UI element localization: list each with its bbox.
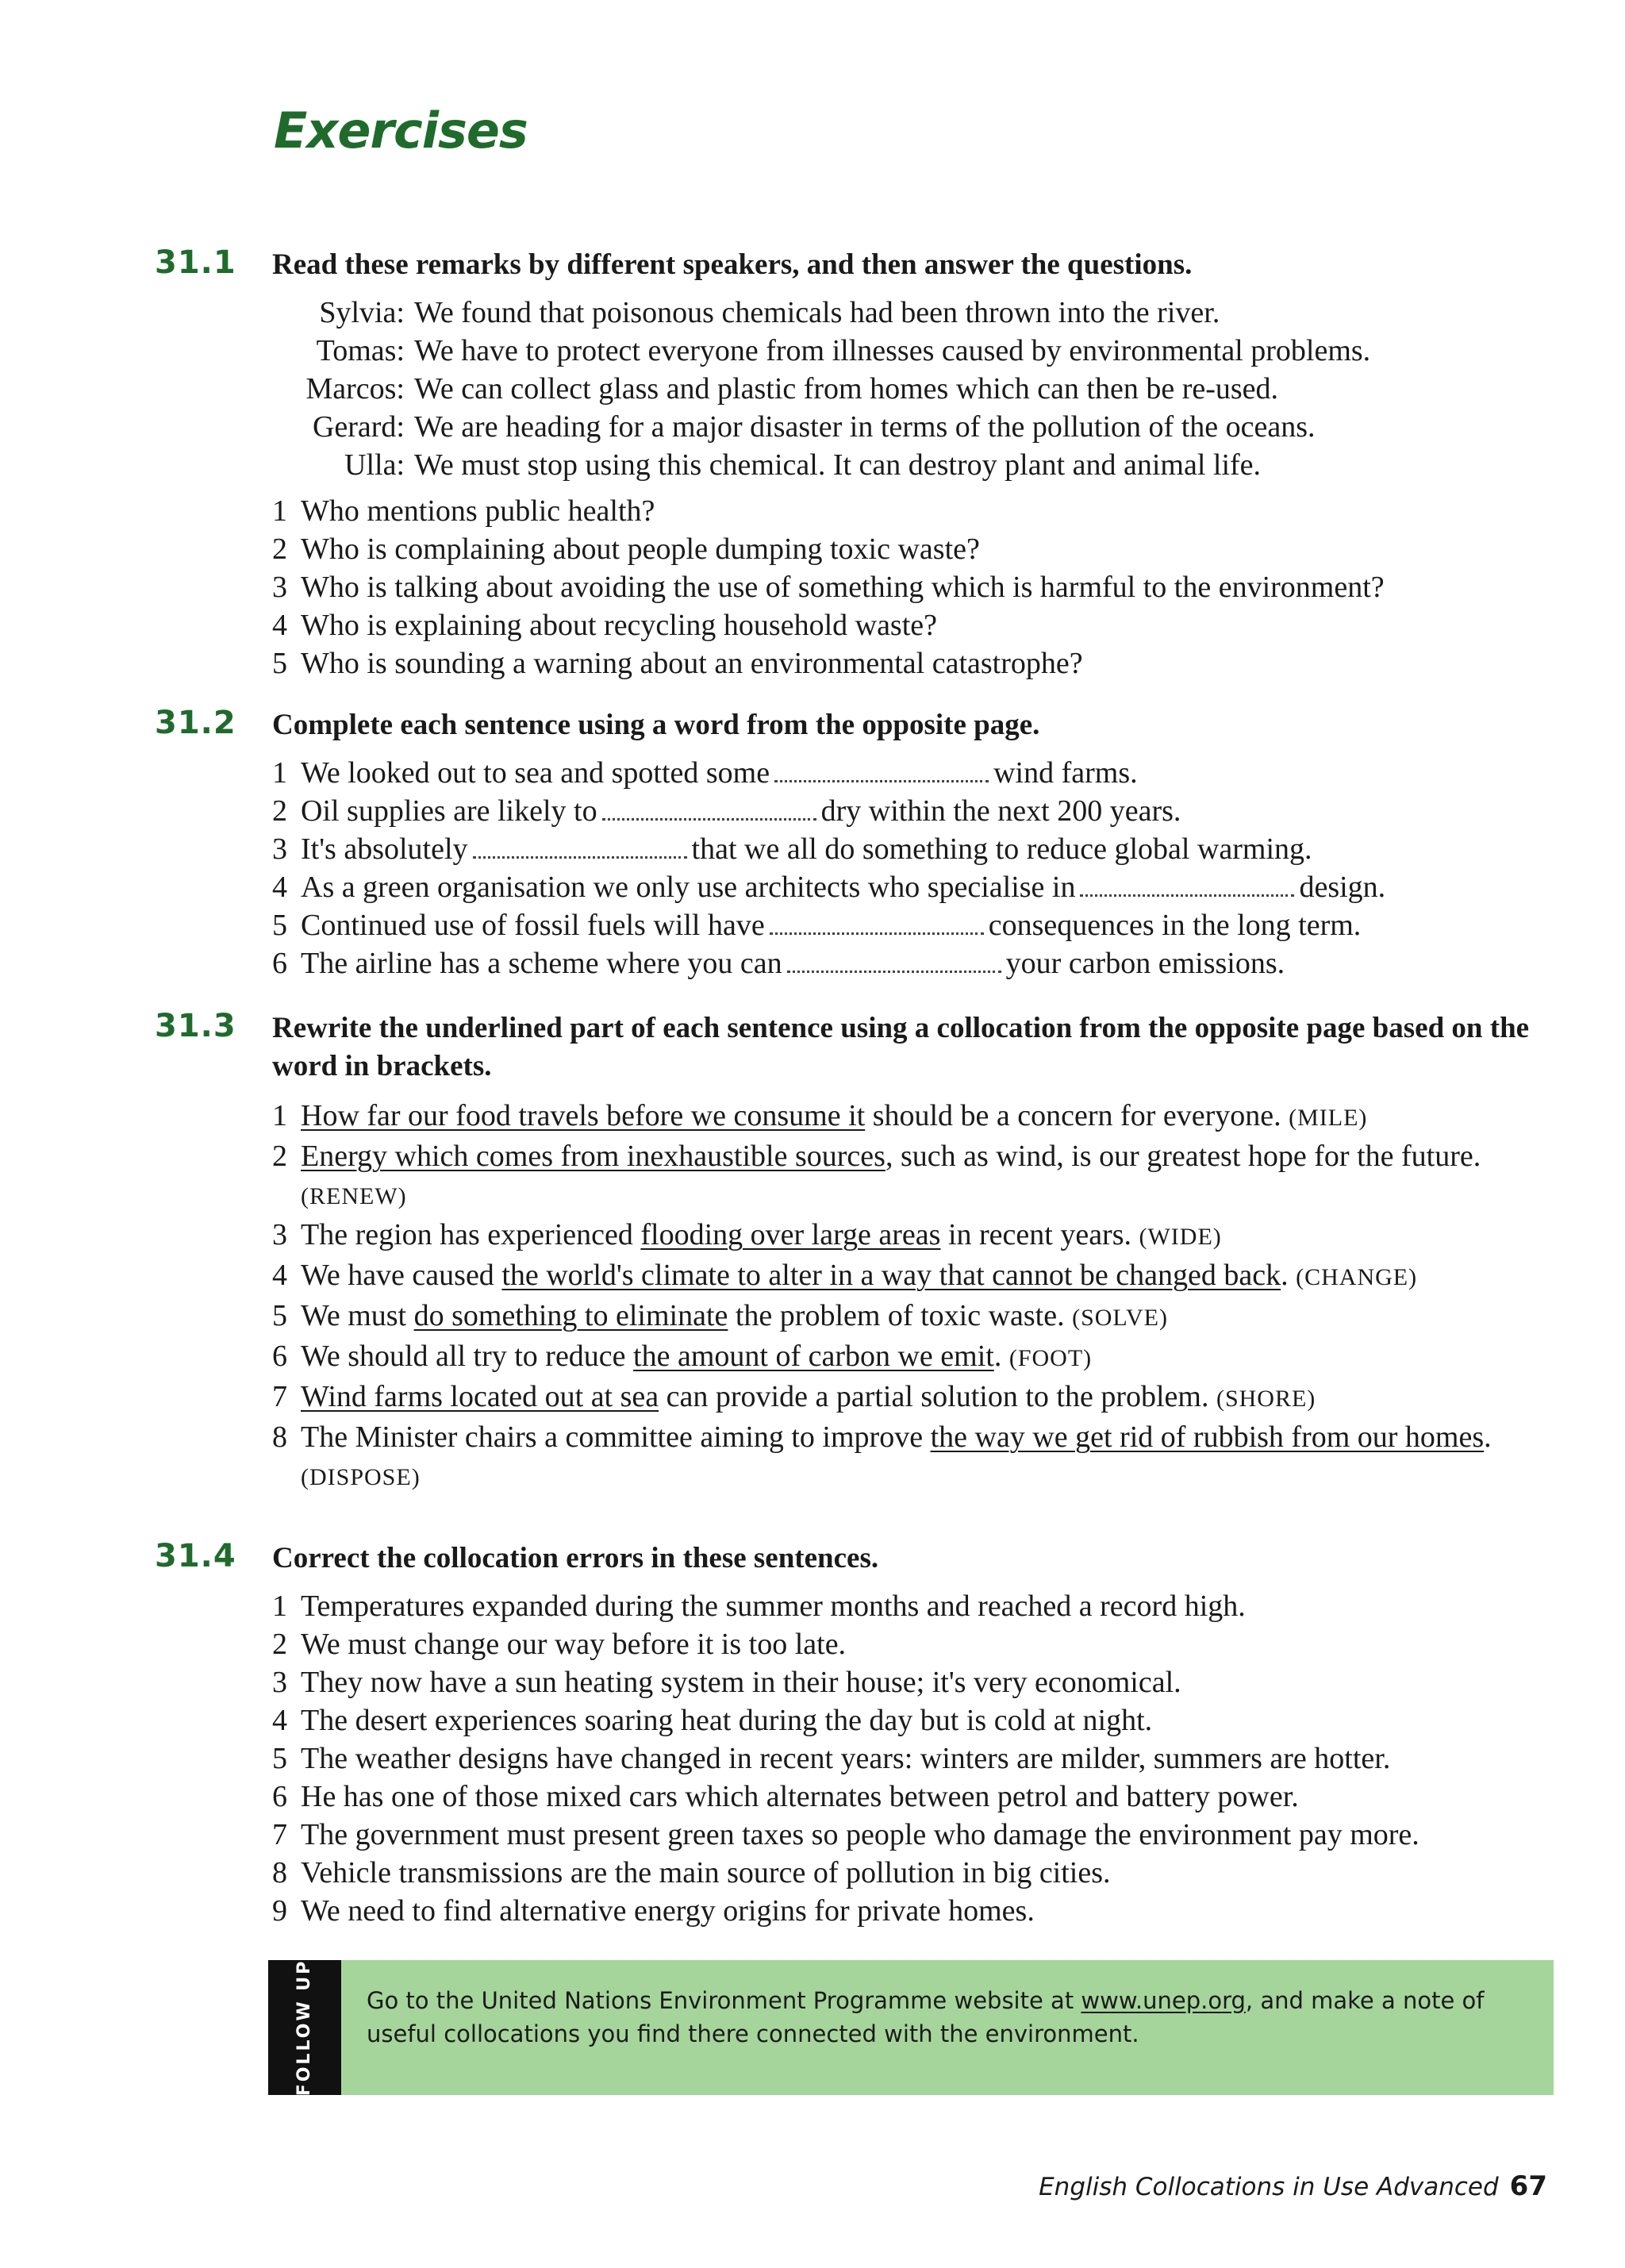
item-number: 3 — [272, 571, 287, 604]
item-number: 5 — [272, 647, 287, 680]
correction-item — [272, 1854, 1558, 1892]
item-number: 3 — [272, 832, 287, 866]
gap-fill-item — [272, 792, 1558, 830]
sentence-text: We need to find alternative energy origins for private homes. — [301, 1894, 1035, 1928]
speaker-row — [266, 408, 1370, 446]
rewrite-item — [272, 1097, 1558, 1137]
follow-up-text-start: Go to the United Nations Environment Programme website at — [367, 1987, 1081, 2014]
correction-item — [272, 1739, 1558, 1778]
item-number: 1 — [272, 1099, 287, 1132]
speaker-remark: We have to protect everyone from illnesses caused by environmental problems. — [414, 334, 1371, 367]
item-number: 5 — [272, 909, 287, 942]
item-number: 9 — [272, 1894, 287, 1928]
speaker-row — [266, 294, 1370, 332]
underlined-phrase: do something to eliminate — [413, 1299, 728, 1332]
gap-fill-item — [272, 754, 1558, 792]
follow-up-text-end: , and make a note of useful collocations you find there connected with the environment. — [367, 1987, 1485, 2047]
question-text: Who is sounding a warning about an environmental catastrophe? — [301, 647, 1083, 680]
book-title: English Collocations in Use Advanced — [1039, 2173, 1499, 2201]
rewrite-item — [272, 1137, 1558, 1216]
sentence-end: in recent years. — [940, 1218, 1139, 1251]
sentence-text: The desert experiences soaring heat during the day but is cold at night. — [301, 1704, 1153, 1737]
sentence-end: consequences in the long term. — [988, 909, 1362, 942]
sentence-start: We must — [301, 1299, 414, 1332]
question-item — [272, 606, 1558, 644]
speaker-name: Gerard: — [312, 410, 405, 444]
rewrite-item — [272, 1297, 1558, 1337]
underlined-phrase: How far our food travels before we consume it — [301, 1099, 866, 1132]
item-number: 3 — [272, 1666, 287, 1699]
bracket-word: (MILE) — [1289, 1105, 1368, 1131]
underlined-phrase: the world's climate to alter in a way that cannot be changed back — [501, 1259, 1281, 1292]
sentence-start: It's absolutely — [301, 832, 468, 866]
sentence-end: dry within the next 200 years. — [820, 794, 1181, 828]
item-number: 2 — [272, 1628, 287, 1661]
answer-gap — [473, 834, 687, 859]
sentence-end: , such as wind, is our greatest hope for the future. — [885, 1140, 1481, 1173]
gap-fill-item — [272, 868, 1558, 906]
item-number: 4 — [272, 1704, 287, 1737]
speaker-name: Sylvia: — [319, 296, 405, 329]
speaker-row — [266, 446, 1370, 484]
sentence-end: . — [1484, 1420, 1492, 1454]
sentence-text: They now have a sun heating system in their house; it's very economical. — [301, 1666, 1181, 1699]
item-number: 2 — [272, 794, 287, 828]
item-number: 1 — [272, 494, 287, 528]
question-item — [272, 644, 1558, 682]
sentence-end: can provide a partial solution to the problem. — [659, 1380, 1216, 1413]
item-number: 6 — [272, 947, 287, 980]
correction-item — [272, 1625, 1558, 1663]
speaker-remark: We must stop using this chemical. It can destroy plant and animal life. — [414, 448, 1262, 482]
sentence-start: The airline has a scheme where you can — [301, 947, 782, 980]
bracket-word: (RENEW) — [301, 1183, 407, 1209]
item-number: 1 — [272, 1590, 287, 1623]
rewrite-item — [272, 1216, 1558, 1256]
question-list — [272, 492, 1558, 682]
question-text: Who is talking about avoiding the use of something which is harmful to the environment? — [301, 571, 1385, 604]
item-number: 7 — [272, 1380, 287, 1413]
follow-up-text — [341, 1960, 1554, 2095]
sentence-text: Vehicle transmissions are the main source of pollution in big cities. — [301, 1856, 1111, 1889]
correction-item — [272, 1892, 1558, 1930]
correction-item — [272, 1587, 1558, 1625]
question-text: Who mentions public health? — [301, 494, 655, 528]
gap-fill-item — [272, 944, 1558, 982]
exercise-instruction: Read these remarks by different speakers, and then answer the questions. — [272, 248, 1193, 281]
item-number: 4 — [272, 871, 287, 904]
gap-fill-list — [272, 754, 1558, 982]
answer-gap — [774, 758, 989, 782]
speaker-remark: We found that poisonous chemicals had been thrown into the river. — [414, 296, 1220, 329]
speaker-row — [266, 370, 1370, 408]
item-number: 6 — [272, 1780, 287, 1813]
sentence-start: The region has experienced — [301, 1218, 641, 1251]
exercise-instruction: Correct the collocation errors in these sentences. — [272, 1542, 879, 1574]
item-number: 2 — [272, 1140, 287, 1173]
rewrite-item — [272, 1378, 1558, 1418]
rewrite-item — [272, 1256, 1558, 1297]
answer-gap — [770, 910, 984, 935]
sentence-start: We should all try to reduce — [301, 1340, 634, 1373]
correction-item — [272, 1816, 1558, 1854]
sentence-end: that we all do something to reduce global warming. — [691, 832, 1312, 866]
item-number: 2 — [272, 532, 287, 566]
correction-item — [272, 1701, 1558, 1739]
sentence-start: As a green organisation we only use architects who specialise in — [301, 871, 1076, 904]
correction-list — [272, 1587, 1558, 1930]
sentence-end: wind farms. — [993, 756, 1138, 790]
speaker-name: Ulla: — [344, 448, 405, 482]
speaker-name: Marcos: — [305, 372, 405, 406]
bracket-word: (FOOT) — [1008, 1345, 1093, 1371]
exercise-instruction: Complete each sentence using a word from the opposite page. — [272, 709, 1040, 741]
question-item — [272, 492, 1558, 530]
item-number: 1 — [272, 756, 287, 790]
item-number: 5 — [272, 1299, 287, 1332]
sentence-text: He has one of those mixed cars which alternates between petrol and battery power. — [301, 1780, 1299, 1813]
item-number: 6 — [272, 1340, 287, 1373]
sentence-start: We looked out to sea and spotted some — [301, 756, 770, 790]
underlined-phrase: Wind farms located out at sea — [301, 1380, 659, 1413]
sentence-end: your carbon emissions. — [1005, 947, 1285, 980]
sentence-end: . — [993, 1340, 1009, 1373]
sentence-start: The Minister chairs a committee aiming to improve — [301, 1420, 931, 1454]
item-number: 8 — [272, 1420, 287, 1454]
page-heading: Exercises — [274, 102, 528, 160]
sentence-end: . — [1281, 1259, 1297, 1292]
underlined-phrase: the amount of carbon we emit — [633, 1340, 994, 1373]
sentence-text: The government must present green taxes so people who damage the environment pay more. — [301, 1818, 1419, 1851]
answer-gap — [1080, 872, 1294, 897]
sentence-start: Continued use of fossil fuels will have — [301, 909, 765, 942]
item-number: 4 — [272, 609, 287, 642]
exercise-number: 31.4 — [155, 1538, 236, 1574]
sentence-text: The weather designs have changed in recent years: winters are milder, summers are hotter. — [301, 1742, 1391, 1775]
follow-up-tab — [268, 1960, 341, 2095]
bracket-word: (WIDE) — [1139, 1224, 1222, 1250]
question-text: Who is complaining about people dumping toxic waste? — [301, 532, 980, 566]
bracket-word: (CHANGE) — [1296, 1264, 1418, 1290]
speaker-row — [266, 332, 1370, 370]
question-item — [272, 568, 1558, 606]
speaker-remarks — [266, 294, 1370, 484]
sentence-end: the problem of toxic waste. — [728, 1299, 1073, 1332]
speaker-name: Tomas: — [316, 334, 405, 367]
item-number: 3 — [272, 1218, 287, 1251]
rewrite-item — [272, 1337, 1558, 1378]
answer-gap — [602, 796, 816, 821]
gap-fill-item — [272, 830, 1558, 868]
rewrite-list — [272, 1097, 1558, 1497]
item-number: 8 — [272, 1856, 287, 1889]
item-number: 4 — [272, 1259, 287, 1292]
page-footer — [1039, 2170, 1547, 2202]
underlined-phrase: flooding over large areas — [640, 1218, 941, 1251]
underlined-phrase: the way we get rid of rubbish from our homes — [930, 1420, 1485, 1454]
bracket-word: (SHORE) — [1216, 1386, 1316, 1412]
speaker-remark: We are heading for a major disaster in terms of the pollution of the oceans. — [414, 410, 1316, 444]
sentence-end: design. — [1299, 871, 1386, 904]
follow-up-box — [268, 1960, 1554, 2095]
exercise-number: 31.2 — [155, 705, 236, 741]
question-text: Who is explaining about recycling household waste? — [301, 609, 938, 642]
sentence-start: We have caused — [301, 1259, 502, 1292]
follow-up-label: FOLLOW UP — [294, 1959, 314, 2097]
exercise-instruction: Rewrite the underlined part of each sentence using a collocation from the opposite page based on the word in brackets. — [272, 1012, 1530, 1082]
rewrite-item — [272, 1418, 1558, 1497]
question-item — [272, 530, 1558, 568]
correction-item — [272, 1778, 1558, 1816]
unep-link[interactable]: www.unep.org — [1081, 1987, 1246, 2014]
underlined-phrase: Energy which comes from inexhaustible sources — [301, 1140, 885, 1173]
bracket-word: (DISPOSE) — [301, 1464, 421, 1490]
item-number: 7 — [272, 1818, 287, 1851]
speaker-remark: We can collect glass and plastic from homes which can then be re-used. — [414, 372, 1279, 406]
sentence-text: We must change our way before it is too late. — [301, 1628, 847, 1661]
exercise-number: 31.1 — [155, 244, 236, 281]
answer-gap — [787, 948, 1001, 973]
bracket-word: (SOLVE) — [1072, 1305, 1168, 1331]
exercise-number: 31.3 — [155, 1008, 236, 1044]
page-number: 67 — [1509, 2170, 1547, 2202]
item-number: 5 — [272, 1742, 287, 1775]
sentence-text: Temperatures expanded during the summer months and reached a record high. — [301, 1590, 1246, 1623]
correction-item — [272, 1663, 1558, 1701]
sentence-start: Oil supplies are likely to — [301, 794, 597, 828]
sentence-end: should be a concern for everyone. — [865, 1099, 1289, 1132]
gap-fill-item — [272, 906, 1558, 944]
